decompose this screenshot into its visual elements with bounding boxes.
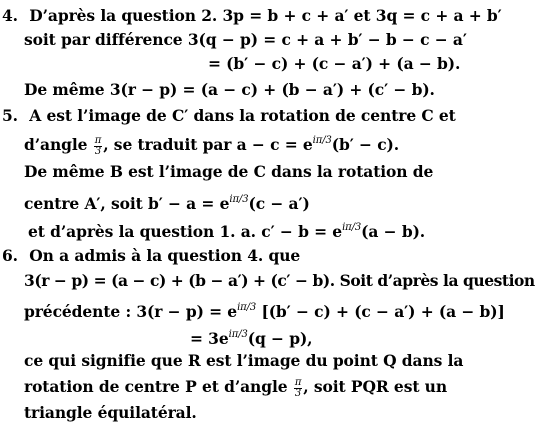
- item-4-number: 4.: [2, 6, 18, 25]
- item-5-centre-text: centre A′, soit b′ − a = e: [24, 194, 230, 213]
- item-5-question-text: et d’après la question 1. a. c′ − b = e: [28, 222, 343, 241]
- item-5-number: 5.: [2, 106, 18, 125]
- item-4-line-3: = (b′ − c) + (c − a′) + (a − b).: [208, 54, 461, 73]
- item-5-translation-end: (b′ − c).: [331, 135, 400, 154]
- item-6-line-5: ce qui signifie que R est l’image du point Q dans la: [24, 351, 464, 370]
- exponent: iπ/3: [237, 302, 257, 313]
- fraction-numerator: π: [94, 134, 102, 146]
- fraction-denominator: 3: [94, 145, 102, 157]
- item-6-line-2: 3(r − p) = (a − c) + (b − a′) + (c′ − b). Soit d’après la question: [24, 271, 535, 290]
- pi-over-3-fraction: [94, 136, 102, 157]
- item-6-result-prefix: = 3e: [190, 329, 229, 348]
- item-6-line-3: [24, 298, 505, 322]
- item-6-line-1: [2, 246, 300, 266]
- item-6-text-1: On a admis à la question 4. que: [29, 246, 301, 265]
- item-5-line-4: [24, 190, 310, 214]
- item-5-line-3: De même B est l’image de C dans la rotation de: [24, 162, 434, 181]
- exponent: iπ/3: [312, 135, 332, 146]
- pi-over-3-fraction: [294, 378, 302, 399]
- item-6-number: 6.: [2, 246, 18, 265]
- item-6-angle-text: rotation de centre P et d’angle: [24, 377, 288, 396]
- item-6-previous-text: précédente : 3(r − p) = e: [24, 302, 238, 321]
- exponent: iπ/3: [229, 194, 249, 205]
- fraction-numerator: π: [294, 376, 302, 388]
- item-5-line-5: [28, 218, 425, 242]
- item-5-angle-label: d’angle: [24, 135, 88, 154]
- item-5-text-1: A est l’image de C′ dans la rotation de centre C et: [29, 106, 456, 125]
- item-4-line-4: De même 3(r − p) = (a − c) + (b − a′) + (c′ − b).: [24, 80, 435, 99]
- fraction-denominator: 3: [294, 387, 302, 399]
- item-6-result-end: (q − p),: [247, 329, 313, 348]
- item-5-translation: , se traduit par a − c = e: [103, 135, 313, 154]
- item-5-line-1: [2, 106, 456, 126]
- item-6-angle-end: , soit PQR est un: [303, 377, 448, 396]
- item-5-centre-end: (c − a′): [248, 194, 310, 213]
- item-4-text-1: D’après la question 2. 3p = b + c + a′ et 3q = c + a + b′: [29, 6, 502, 25]
- item-4-line-1: [2, 6, 502, 26]
- exponent: iπ/3: [228, 329, 248, 340]
- item-5-question-end: (a − b).: [361, 222, 426, 241]
- item-6-bracket-expression: [(b′ − c) + (c − a′) + (a − b)]: [261, 302, 505, 321]
- item-6-line-6: [24, 377, 447, 399]
- item-6-line-7: triangle équilatéral.: [24, 403, 197, 422]
- item-5-line-2: [24, 131, 399, 157]
- exponent: iπ/3: [342, 222, 362, 233]
- item-4-line-2: soit par différence 3(q − p) = c + a + b′ − b − c − a′: [24, 30, 467, 49]
- item-6-line-4: [190, 325, 312, 349]
